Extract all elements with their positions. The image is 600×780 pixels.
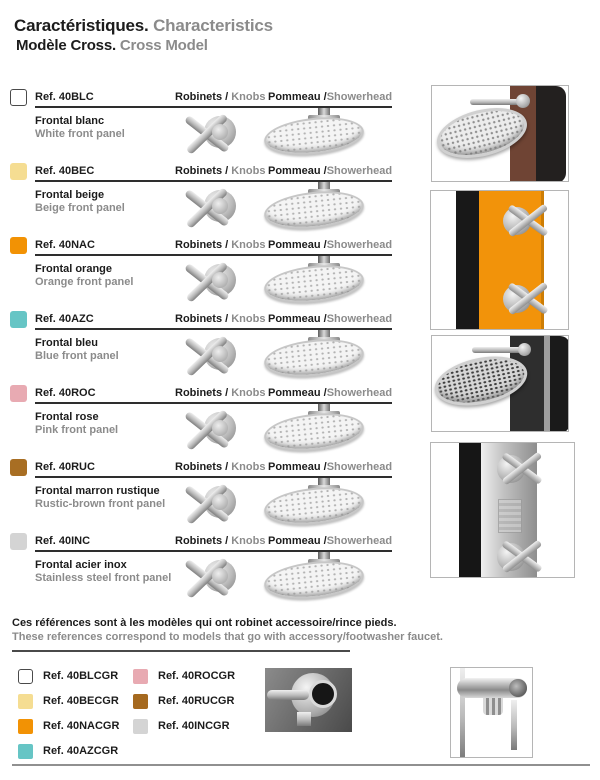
panel-description-fr: Frontal rose: [35, 411, 99, 423]
panel-description-fr: Frontal blanc: [35, 115, 105, 127]
arm-flange: [516, 94, 530, 108]
panel-description-fr: Frontal orange: [35, 263, 113, 275]
cross-knob-icon: [178, 184, 240, 234]
legend-ref-label: Ref. 40ROCGR: [158, 670, 236, 682]
panel-description-en: Pink front panel: [35, 424, 119, 436]
showerhead-icon: [262, 404, 370, 454]
footnote-en: These references correspond to models that go with accessory/footwasher faucet.: [12, 631, 443, 643]
showerhead-icon: [262, 256, 370, 306]
color-swatch: [10, 533, 27, 550]
table-row: [10, 384, 412, 458]
showerhead-column-header: Pommeau /Showerhead: [268, 387, 393, 399]
shower-arm: [472, 347, 524, 353]
color-swatch: [10, 163, 27, 180]
page-subtitle-en: Cross Model: [119, 37, 208, 54]
legend-color-swatch: [18, 694, 33, 709]
legend-ref-label: Ref. 40BLCGR: [43, 670, 119, 682]
footnote-divider: [12, 650, 350, 652]
showerhead-icon: [262, 478, 370, 528]
table-row: [10, 310, 412, 384]
legend-color-swatch: [133, 669, 148, 684]
showerhead-column-header: Pommeau /Showerhead: [268, 239, 393, 251]
cross-knob-icon: [178, 332, 240, 382]
legend-item: [133, 693, 235, 709]
page-subtitle-fr: Modèle Cross.: [16, 37, 120, 54]
color-swatch: [10, 89, 27, 106]
outlet-pipe: [511, 700, 517, 750]
showerhead-icon: [262, 552, 370, 602]
color-swatch: [10, 385, 27, 402]
panel-description-fr: Frontal marron rustique: [35, 485, 160, 497]
cross-knob-icon: [178, 480, 240, 530]
ref-label: Ref. 40RUC: [35, 461, 95, 473]
footnote: [12, 616, 443, 644]
legend-ref-label: Ref. 40BECGR: [43, 695, 119, 707]
legend-item: [133, 718, 235, 734]
page-title-en: Characteristics: [153, 16, 273, 35]
dark-column: [536, 86, 566, 182]
faucet-handle: [267, 690, 309, 700]
photo-accessory-faucet-dark: [265, 668, 352, 732]
photo-orange-panel-knobs: [430, 190, 569, 330]
showerhead-column-header: Pommeau /Showerhead: [268, 535, 393, 547]
faucet-fitting: [297, 712, 311, 726]
photo-showerhead-brown-panel: [431, 85, 569, 182]
arm-flange: [518, 343, 531, 356]
panel-description-fr: Frontal bleu: [35, 337, 98, 349]
characteristics-table: [10, 88, 412, 606]
panel-description-fr: Frontal beige: [35, 189, 105, 201]
showerhead-icon: [262, 330, 370, 380]
page-header: [14, 16, 273, 54]
panel-description-en: Orange front panel: [35, 276, 134, 288]
legend-ref-label: Ref. 40INCGR: [158, 720, 230, 732]
dark-column: [550, 336, 569, 432]
footnote-fr: Ces références sont à les modèles qui ont robinet accessoire/rince pieds.: [12, 617, 397, 629]
knobs-column-header: Robinets / Knobs: [175, 239, 266, 251]
panel-description-en: Stainless steel front panel: [35, 572, 172, 584]
knobs-column-header: Robinets / Knobs: [175, 91, 266, 103]
knobs-column-header: Robinets / Knobs: [175, 461, 266, 473]
panel-description-en: White front panel: [35, 128, 125, 140]
showerhead-icon: [262, 108, 370, 158]
showerhead-column-header: Pommeau /Showerhead: [268, 91, 393, 103]
panel-description-en: Rustic-brown front panel: [35, 498, 166, 510]
table-row: [10, 458, 412, 532]
showerhead-icon: [262, 182, 370, 232]
showerhead-column-header: Pommeau /Showerhead: [268, 461, 393, 473]
table-row: [10, 88, 412, 162]
photo-steel-panel-knobs: [430, 442, 575, 578]
color-swatch: [10, 459, 27, 476]
legend-ref-label: Ref. 40NACGR: [43, 720, 120, 732]
legend-color-swatch: [18, 669, 33, 684]
legend-color-swatch: [18, 744, 33, 759]
legend-column-right: [133, 668, 235, 743]
ref-label: Ref. 40NAC: [35, 239, 95, 251]
table-row: [10, 162, 412, 236]
cross-knob-icon: [178, 554, 240, 604]
color-swatch: [10, 237, 27, 254]
faucet-face: [309, 680, 337, 708]
faucet-end-cap: [509, 679, 527, 697]
cross-knob-icon: [178, 258, 240, 308]
bottom-divider: [12, 764, 590, 766]
black-column: [456, 191, 479, 330]
page-subtitle: [16, 37, 273, 54]
ref-label: Ref. 40AZC: [35, 313, 94, 325]
legend-ref-label: Ref. 40RUCGR: [158, 695, 235, 707]
legend-color-swatch: [18, 719, 33, 734]
ref-label: Ref. 40BEC: [35, 165, 95, 177]
photo-accessory-faucet-chrome: [450, 667, 533, 758]
ref-label: Ref. 40ROC: [35, 387, 96, 399]
shower-arm: [470, 99, 522, 105]
panel-label: [498, 499, 522, 533]
table-row: [10, 236, 412, 310]
page-title: [14, 16, 273, 36]
panel-description-fr: Frontal acier inox: [35, 559, 127, 571]
knobs-column-header: Robinets / Knobs: [175, 165, 266, 177]
cross-knob-icon: [178, 406, 240, 456]
knobs-column-header: Robinets / Knobs: [175, 313, 266, 325]
legend-item: [18, 743, 119, 759]
knobs-column-header: Robinets / Knobs: [175, 535, 266, 547]
panel-description-en: Blue front panel: [35, 350, 119, 362]
color-swatch: [10, 311, 27, 328]
legend-color-swatch: [133, 719, 148, 734]
photo-showerhead-dark-panel: [431, 335, 569, 432]
legend-item: [18, 693, 119, 709]
showerhead-column-header: Pommeau /Showerhead: [268, 313, 393, 325]
legend-color-swatch: [133, 694, 148, 709]
black-column: [459, 443, 481, 578]
page-title-fr: Caractéristiques.: [14, 16, 154, 35]
table-row: [10, 532, 412, 606]
legend-column-left: [18, 668, 119, 768]
cross-knob-icon: [178, 110, 240, 160]
ref-label: Ref. 40INC: [35, 535, 91, 547]
legend-ref-label: Ref. 40AZCGR: [43, 745, 119, 757]
legend-item: [18, 668, 119, 684]
knobs-column-header: Robinets / Knobs: [175, 387, 266, 399]
threaded-fitting: [483, 698, 503, 715]
legend-item: [18, 718, 119, 734]
ref-label: Ref. 40BLC: [35, 91, 94, 103]
legend-item: [133, 668, 235, 684]
panel-description-en: Beige front panel: [35, 202, 125, 214]
showerhead-column-header: Pommeau /Showerhead: [268, 165, 393, 177]
